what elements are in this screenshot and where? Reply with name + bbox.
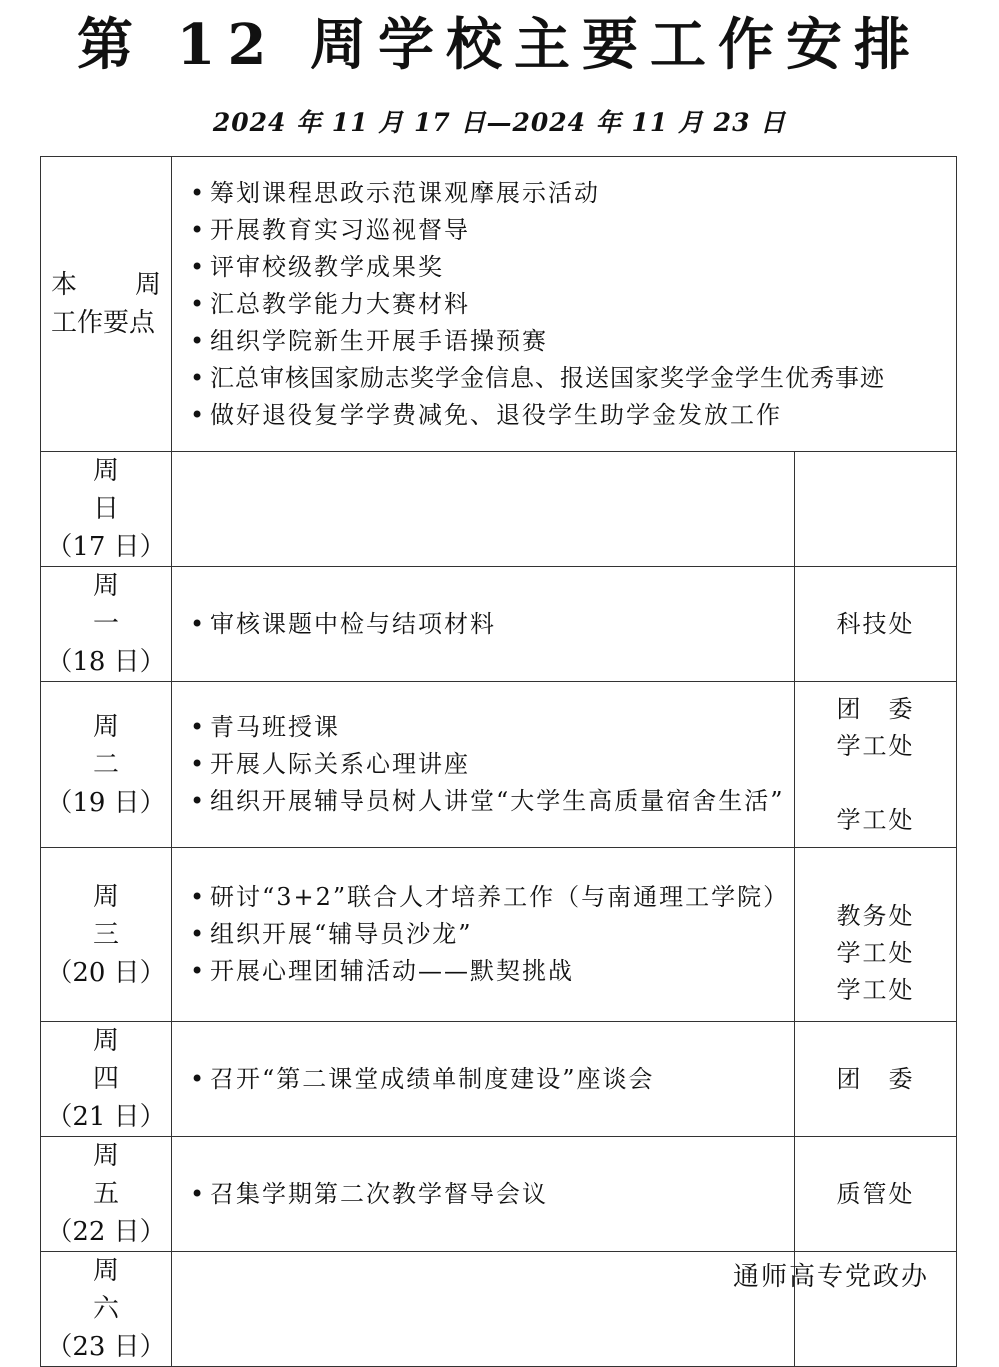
day-name: 周五 [92, 1141, 149, 1209]
day-items-cell [172, 567, 795, 682]
table-row [41, 848, 957, 1022]
day-date: （20 日） [46, 957, 166, 988]
table-row [41, 1022, 957, 1137]
day-name: 周六 [92, 1256, 149, 1324]
list-item: • 研讨“3+2”联合人才培养工作（与南通理工学院） [186, 879, 794, 916]
day-cell [41, 1022, 172, 1137]
day-dept-cell [795, 1137, 957, 1252]
table-row [41, 682, 957, 848]
list-item: • 评审校级教学成果奖 [186, 249, 956, 286]
dept-label: 团 委 [836, 1064, 915, 1093]
dept-label: 科技处 [836, 609, 915, 638]
day-items-cell [172, 1022, 795, 1137]
day-dept-cell [795, 1022, 957, 1137]
day-date: （23 日） [46, 1332, 166, 1362]
list-item: • 开展心理团辅活动——默契挑战 [186, 953, 794, 990]
list-item: • 汇总教学能力大赛材料 [186, 286, 956, 323]
list-item: • 汇总审核国家励志奖学金信息、报送国家奖学金学生优秀事迹 [186, 360, 956, 397]
list-item: • 审核课题中检与结项材料 [186, 606, 794, 643]
day-date: （19 日） [46, 787, 166, 818]
page-title: 第 12 周学校主要工作安排 [77, 12, 922, 78]
footer-signature: 通师高专党政办 [732, 1262, 929, 1292]
list-item: • 青马班授课 [186, 709, 794, 746]
day-name: 周二 [92, 711, 149, 780]
focus-list [172, 175, 956, 434]
list-item: • 召集学期第二次教学督导会议 [186, 1176, 794, 1213]
list-item: • 筹划课程思政示范课观摩展示活动 [186, 175, 956, 212]
day-items-cell [172, 1252, 795, 1367]
day-items-cell [172, 1137, 795, 1252]
day-cell [41, 682, 172, 848]
dept-label [795, 765, 956, 802]
day-dept-cell [795, 682, 957, 848]
day-cell [41, 1137, 172, 1252]
focus-label-b: 周 [134, 270, 161, 300]
table-row [41, 1137, 957, 1252]
dept-label: 教务处 [836, 901, 915, 930]
focus-items-cell [172, 157, 957, 452]
list-item: • 做好退役复学学费减免、退役学生助学金发放工作 [186, 397, 956, 434]
date-range: 2024 年 11 月 17 日—2024 年 11 月 23 日 [212, 108, 787, 137]
dept-label: 团 委 [836, 694, 915, 723]
day-date: （17 日） [46, 532, 166, 562]
day-cell [41, 567, 172, 682]
table-row [41, 567, 957, 682]
day-name: 周三 [92, 881, 149, 950]
day-date: （18 日） [46, 647, 166, 677]
day-cell [41, 848, 172, 1022]
list-item: • 组织开展辅导员树人讲堂“大学生高质量宿舍生活” [186, 783, 794, 820]
day-cell [41, 1252, 172, 1367]
dept-label [795, 861, 956, 898]
dept-label: 学工处 [836, 731, 915, 760]
focus-label-a: 本 [51, 270, 78, 300]
list-item: • 组织学院新生开展手语操预赛 [186, 323, 956, 360]
day-items-cell [172, 682, 795, 848]
day-date: （21 日） [46, 1102, 166, 1132]
list-item: • 开展教育实习巡视督导 [186, 212, 956, 249]
day-name: 周一 [92, 571, 149, 639]
schedule-table [40, 156, 957, 1367]
day-dept-cell [795, 452, 957, 567]
day-items-cell [172, 452, 795, 567]
day-name: 周四 [92, 1026, 149, 1094]
focus-label-line2: 工作要点 [51, 308, 156, 338]
table-row [41, 452, 957, 567]
day-name: 周日 [92, 456, 149, 524]
list-item: • 召开“第二课堂成绩单制度建设”座谈会 [186, 1061, 794, 1098]
day-dept-cell [795, 848, 957, 1022]
list-item: • 组织开展“辅导员沙龙” [186, 916, 794, 953]
dept-label: 学工处 [836, 975, 915, 1004]
day-items-cell [172, 848, 795, 1022]
dept-label: 学工处 [836, 805, 915, 834]
day-cell [41, 452, 172, 567]
day-dept-cell [795, 567, 957, 682]
focus-row [41, 157, 957, 452]
day-date: （22 日） [46, 1217, 166, 1247]
dept-label: 质管处 [836, 1179, 915, 1208]
focus-label-cell [41, 157, 172, 452]
list-item: • 开展人际关系心理讲座 [186, 746, 794, 783]
dept-label: 学工处 [836, 938, 915, 967]
